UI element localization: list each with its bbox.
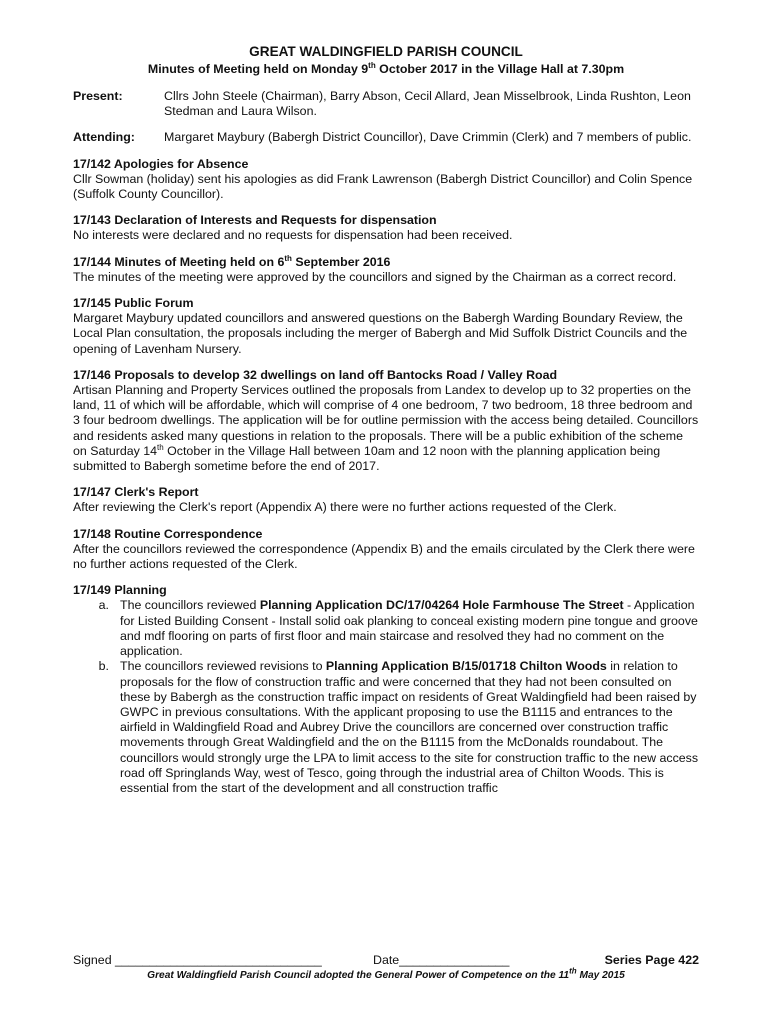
section-heading: 17/142 Apologies for Absence (73, 156, 249, 171)
minutes-content (73, 44, 699, 796)
date-field: Date________________ (373, 953, 510, 967)
section-heading: 17/143 Declaration of Interests and Requests for dispensation (73, 213, 437, 228)
section-text: No interests were declared and no requests for dispensation had been received. (73, 228, 513, 243)
list-item-text: The councillors reviewed Planning Application DC/17/04264 Hole Farmhouse The Street - Application for Listed Building Consent - Install solid oak planking to conceal existing modern pine tongue and groove and mdf flooring on parts of first floor and main staircase and resolved they had no comment on the application. (120, 598, 698, 659)
attending-label: Attending: (73, 130, 135, 145)
section-heading: 17/149 Planning (73, 583, 167, 598)
section-text: Artisan Planning and Property Services outlined the proposals from Landex to develop up to 32 properties on the land, 11 of which will be affordable, which will comprise of 4 one bedroom, 7 two bedroom, 18 three bedroom and 3 four bedroom dwellings. The application will be for outline permission with the access being detailed. Councillors and residents asked many questions in relation to the proposals. There will be a public exhibition of the scheme on Saturday 14th October in the Village Hall between 10am and 12 noon with the planning application being submitted to Babergh sometime before the end of 2017. (73, 383, 699, 474)
list-item (73, 598, 699, 659)
section-17-146 (73, 368, 699, 474)
section-heading: 17/147 Clerk's Report (73, 485, 199, 500)
section-heading: 17/145 Public Forum (73, 296, 194, 311)
section-17-142 (73, 157, 699, 203)
attending-row (73, 130, 699, 145)
meeting-subtitle: Minutes of Meeting held on Monday 9th October 2017 in the Village Hall at 7.30pm (147, 60, 625, 76)
section-text: The minutes of the meeting were approved by the councillors and signed by the Chairman as a correct record. (73, 269, 677, 284)
section-text: Margaret Maybury updated councillors and answered questions on the Babergh Warding Boundary Review, the Local Plan consultation, the proposals including the merger of Babergh and Mid Suffolk District Councils and the opening of Lavenham Nursery. (73, 311, 688, 356)
present-list: Cllrs John Steele (Chairman), Barry Abson, Cecil Allard, Jean Misselbrook, Linda Rushton, Leon Stedman and Laura Wilson. (164, 89, 691, 119)
section-17-145 (73, 296, 699, 357)
page-footer (73, 953, 699, 981)
present-label: Present: (73, 89, 123, 103)
list-marker: a. (98, 598, 109, 613)
signature-line (73, 953, 699, 967)
section-text: After the councillors reviewed the correspondence (Appendix B) and the emails circulated by the Clerk there were no further actions requested of the Clerk. (73, 541, 695, 572)
list-item (73, 659, 699, 796)
section-17-144 (73, 255, 699, 285)
list-marker: b. (98, 659, 109, 674)
section-heading: 17/148 Routine Correspondence (73, 526, 263, 541)
section-17-149 (73, 583, 699, 796)
section-17-147 (73, 485, 699, 515)
section-text: Cllr Sowman (holiday) sent his apologies as did Frank Lawrenson (Babergh District Councillor) and Colin Spence (Suffolk County Councillor). (73, 171, 693, 202)
section-heading: 17/144 Minutes of Meeting held on 6th September 2016 (73, 253, 391, 269)
council-title: GREAT WALDINGFIELD PARISH COUNCIL (249, 44, 523, 59)
competence-note: Great Waldingfield Parish Council adopted the General Power of Competence on the 11th May 2015 (147, 966, 625, 981)
section-17-143 (73, 213, 699, 243)
present-row (73, 89, 699, 119)
list-item-text: The councillors reviewed revisions to Planning Application B/15/01718 Chilton Woods in relation to proposals for the flow of construction traffic and were concerned that they had not been consulted on these by Babergh as the construction traffic impact on residents of Great Waldingfield had been raised by GWPC in previous consultations. With the applicant proposing to use the B1115 and entrances to the airfield in Waldingfield Road and Aubrey Drive the councillors are concerned over construction traffic movements through Great Waldingfield and the on the B1115 from the McDonalds roundabout. The councillors would strongly urge the LPA to limit access to the site for construction traffic to the new access road off Springlands Way, west of Tesco, going through the industrial area of Chilton Woods. This is essential from the start of the development and all construction traffic (120, 659, 699, 795)
section-17-148 (73, 527, 699, 573)
planning-list (73, 598, 699, 796)
section-heading: 17/146 Proposals to develop 32 dwellings on land off Bantocks Road / Valley Road (73, 367, 558, 382)
section-text: After reviewing the Clerk's report (Appendix A) there were no further actions requested of the Clerk. (73, 500, 617, 515)
signed-field: Signed ______________________________ (73, 953, 322, 967)
attending-list: Margaret Maybury (Babergh District Councillor), Dave Crimmin (Clerk) and 7 members of public. (164, 130, 692, 145)
series-page-number: Series Page 422 (604, 953, 699, 967)
